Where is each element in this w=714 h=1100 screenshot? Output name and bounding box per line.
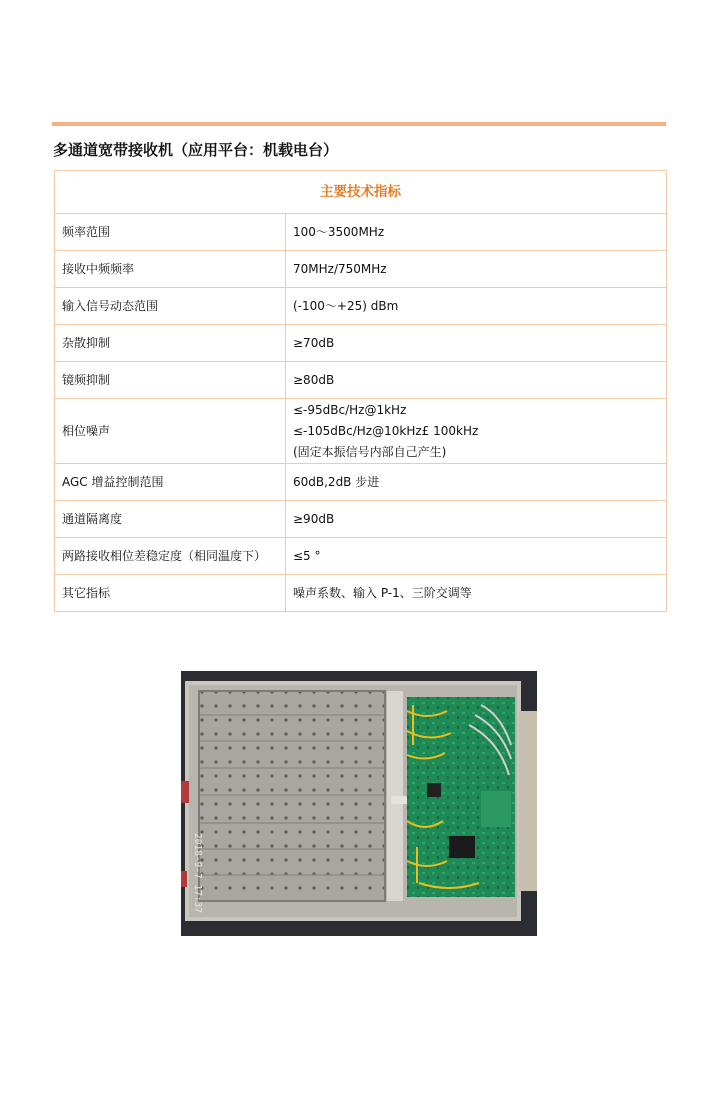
param-cell: 频率范围 [55,214,286,251]
document-title: 多通道宽带接收机（应用平台：机载电台） [53,141,339,159]
photo-timestamp: 2018-9-7 17:37 [192,833,203,914]
value-line: (固定本振信号内部自己产生) [293,444,447,459]
table-row [55,251,667,288]
section-divider [52,122,666,126]
value-cell: 70MHz/750MHz [286,251,667,288]
param-cell: 接收中频频率 [55,251,286,288]
table-row [55,325,667,362]
value-cell: ≥90dB [286,501,667,538]
table-row [55,288,667,325]
spec-table [54,170,667,612]
param-cell: 镜频抑制 [55,362,286,399]
param-cell: 输入信号动态范围 [55,288,286,325]
value-cell: ≥70dB [286,325,667,362]
value-cell: 60dB,2dB 步进 [286,464,667,501]
receiver-board-photo [181,671,537,936]
value-cell: ≥80dB [286,362,667,399]
value-cell [286,399,667,464]
param-cell: 杂散抑制 [55,325,286,362]
param-cell: 通道隔离度 [55,501,286,538]
value-cell: 100～3500MHz [286,214,667,251]
table-row [55,362,667,399]
receiver-board-illustration [181,671,537,936]
table-row [55,464,667,501]
table-row [55,575,667,612]
param-cell: AGC 增益控制范围 [55,464,286,501]
param-cell: 两路接收相位差稳定度（相同温度下） [55,538,286,575]
value-line: ≤-95dBc/Hz@1kHz [293,402,407,417]
param-cell: 相位噪声 [55,399,286,464]
table-row [55,501,667,538]
table-row [55,538,667,575]
value-cell: ≤5 ° [286,538,667,575]
value-cell: (-100～+25) dBm [286,288,667,325]
value-line: ≤-105dBc/Hz@10kHz£ 100kHz [293,423,479,438]
table-row [55,214,667,251]
table-row [55,399,667,464]
param-cell: 其它指标 [55,575,286,612]
value-cell: 噪声系数、输入 P-1、三阶交调等 [286,575,667,612]
spec-table-header: 主要技术指标 [55,171,667,214]
